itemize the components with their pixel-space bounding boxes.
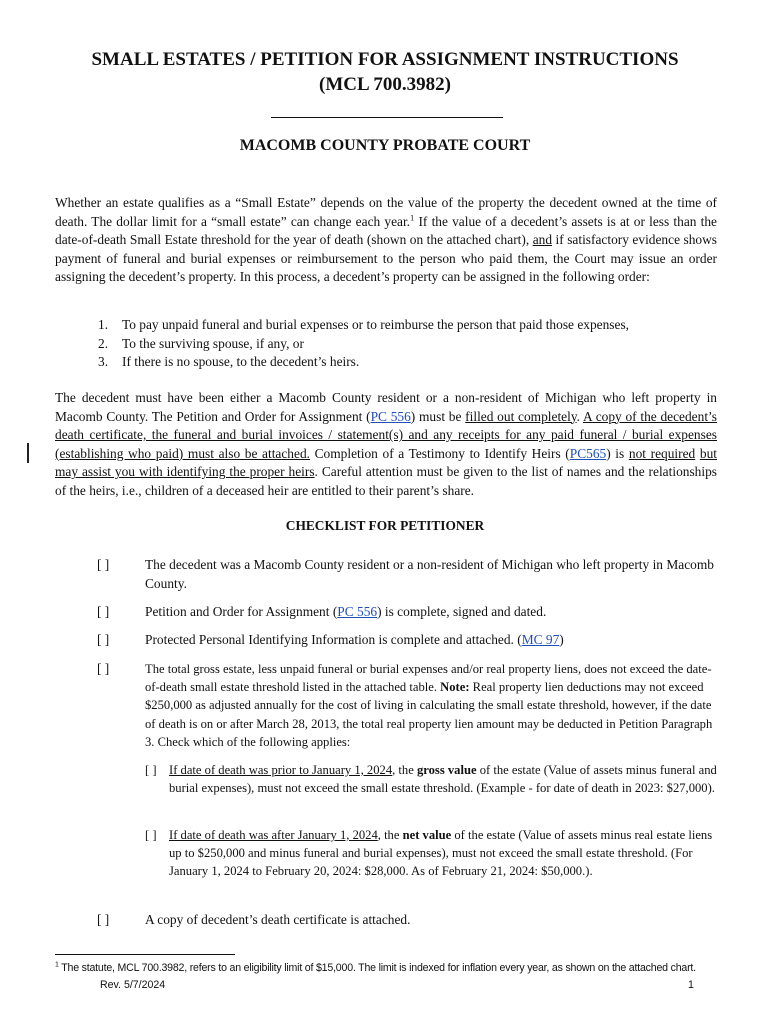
requirements-paragraph: The decedent must have been either a Macomb County resident or a non-resident of Michigan who left property in Macomb County. The Petition and Order for Assignment (PC 556) must be filled out completely. A copy of the decedent’s death certificate, the funeral and burial invoices / statement(s) and any receipts for any paid funeral / burial expenses (establishing who paid) must also be attached. Completion of a Testimony to Identify Heirs (PC565) is not required but may assist you with identifying the proper heirs. Careful attention must be given to the list of names and the relationships of the heirs, i.e., children of a deceased heir are entitled to their parent’s share.	[55, 390, 717, 498]
pc556-link[interactable]: PC 556	[337, 604, 378, 619]
checkbox[interactable]: [ ]	[97, 557, 110, 572]
assignment-order-list	[98, 316, 629, 372]
checkbox[interactable]: [ ]	[97, 661, 110, 676]
document-title-line2: (MCL 700.3982)	[319, 74, 451, 95]
list-item: 3. If there is no spouse, to the decedent’s heirs.	[98, 354, 360, 370]
document-page: SMALL ESTATES / PETITION FOR ASSIGNMENT INSTRUCTIONS (MCL 700.3982) MACOMB COUNTY PROBATE COURT Whether an estate qualifies as a “Small Estate” depends on the value of the property the decedent owned at the time of death. The dollar limit for a “small estate” can change each year.$^1$ If the value of a decedent’s assets is at or less than the date-of-death Small Estate threshold for the year of death (shown on the attached chart), and if satisfactory evidence shows payment of funeral and burial expenses or reimbursement to the person who paid them, the Court may issue an order assigning the decedent’s property. In this process, a decedent’s property can be assigned in the following order: 1. To pay unpaid funeral and burial expenses or to reimburse the person that paid those expenses, 2. To the surviving spouse, if any, or 3. If there is no spouse, to the decedent’s heirs. The decedent must have been either a Macomb County resident or a non-resident of Michigan who left property in Macomb County. The Petition and Order for Assignment (PC 556) must be filled out completely. A copy of the decedent’s death certificate, the funeral and burial invoices / statement(s) and any receipts for any paid funeral / burial expenses (establishing who paid) must also be attached. Completion of a Testimony to Identify Heirs (PC565) is not required but may assist you with identifying the proper heirs. Careful attention must be given to the list of names and the relationships of the heirs, i.e., children of a deceased heir are entitled to their parent’s share. CHECKLIST FOR PETITIONER [ ] The decedent was a Macomb County resident or a non-resident of Michigan who left property in Macomb County. [ ] Petition and Order for Assignment (PC 556) is complete, signed and dated. [ ] Protected Personal Identifying Information is complete and attached. (MC 97) [ ] The total gross estate, less unpaid funeral or burial expenses and/or real property liens, does not exceed the date-of-death small estate threshold listed in the attached table. Note: Real property lien deductions may not exceed $250,000 as adjusted annually for the cost of living in calculating the small estate threshold, however, if the date of death is on or after March 28, 2013, the total real property lien amount may be deducted in Petition Paragraph 3. Check which of the following applies: [ ] If date of death was prior to January 1, 2024, the gross value of the estate (Value of assets minus funeral and burial expenses), must not exceed the small estate threshold. (Example - for date of death in 2023: $27,000). [ ] If date of death was after January 1, 2024, the net value of the estate (Value of assets minus real estate liens up to $250,000 and minus funeral and burial expenses), must not exceed the small estate threshold. (For January 1, 2024 to February 20, 2024: $28,000. As of February 21, 2024: $50,000.). [ ] A copy of decedent’s death certificate is attached. $^1$ The statute, MCL 700.3982, refers to an eligibility limit of $15,000. The limit is indexed for inflation every year, as shown on the attached chart. Rev. 5/7/2024 1	[0, 0, 770, 1024]
checkbox[interactable]: [ ]	[145, 828, 157, 842]
list-item: 2. To the surviving spouse, if any, or	[98, 335, 304, 351]
checkbox[interactable]: [ ]	[97, 604, 110, 619]
checkbox[interactable]: [ ]	[97, 632, 110, 647]
court-name: MACOMB COUNTY PROBATE COURT	[239, 137, 531, 154]
pc565-link[interactable]: PC565	[569, 445, 607, 461]
intro-paragraph: Whether an estate qualifies as a “Small Estate” depends on the value of the property the decedent owned at the time of death. The dollar limit for a “small estate” can change each year.$^1$ If the value of a decedent’s assets is at or less than the date-of-death Small Estate threshold for the year of death (shown on the attached chart), and if satisfactory evidence shows payment of funeral and burial expenses or reimbursement to the person who paid them, the Court may issue an order assigning the decedent’s property. In this process, a decedent’s property can be assigned in the following order:	[55, 195, 717, 285]
mc97-link[interactable]: MC 97	[521, 632, 560, 647]
footnote-divider	[55, 954, 235, 955]
footnote: $^1$ The statute, MCL 700.3982, refers to an eligibility limit of $15,000. The limit is indexed for inflation every year, as shown on the attached chart.	[55, 961, 696, 974]
pc556-link[interactable]: PC 556	[370, 408, 411, 424]
revision-margin-bar	[27, 443, 29, 463]
document-title-line1: SMALL ESTATES / PETITION FOR ASSIGNMENT INSTRUCTIONS	[91, 49, 679, 70]
list-item: 1. To pay unpaid funeral and burial expenses or to reimburse the person that paid those expenses,	[98, 317, 630, 332]
checkbox[interactable]: [ ]	[97, 912, 110, 927]
checkbox[interactable]: [ ]	[145, 763, 157, 777]
title-underline	[271, 117, 503, 118]
footnote-ref: 1	[410, 212, 415, 223]
revision-date: Rev. 5/7/2024	[100, 979, 166, 991]
page-number: 1	[688, 979, 694, 991]
checklist-heading: CHECKLIST FOR PETITIONER	[285, 518, 485, 533]
